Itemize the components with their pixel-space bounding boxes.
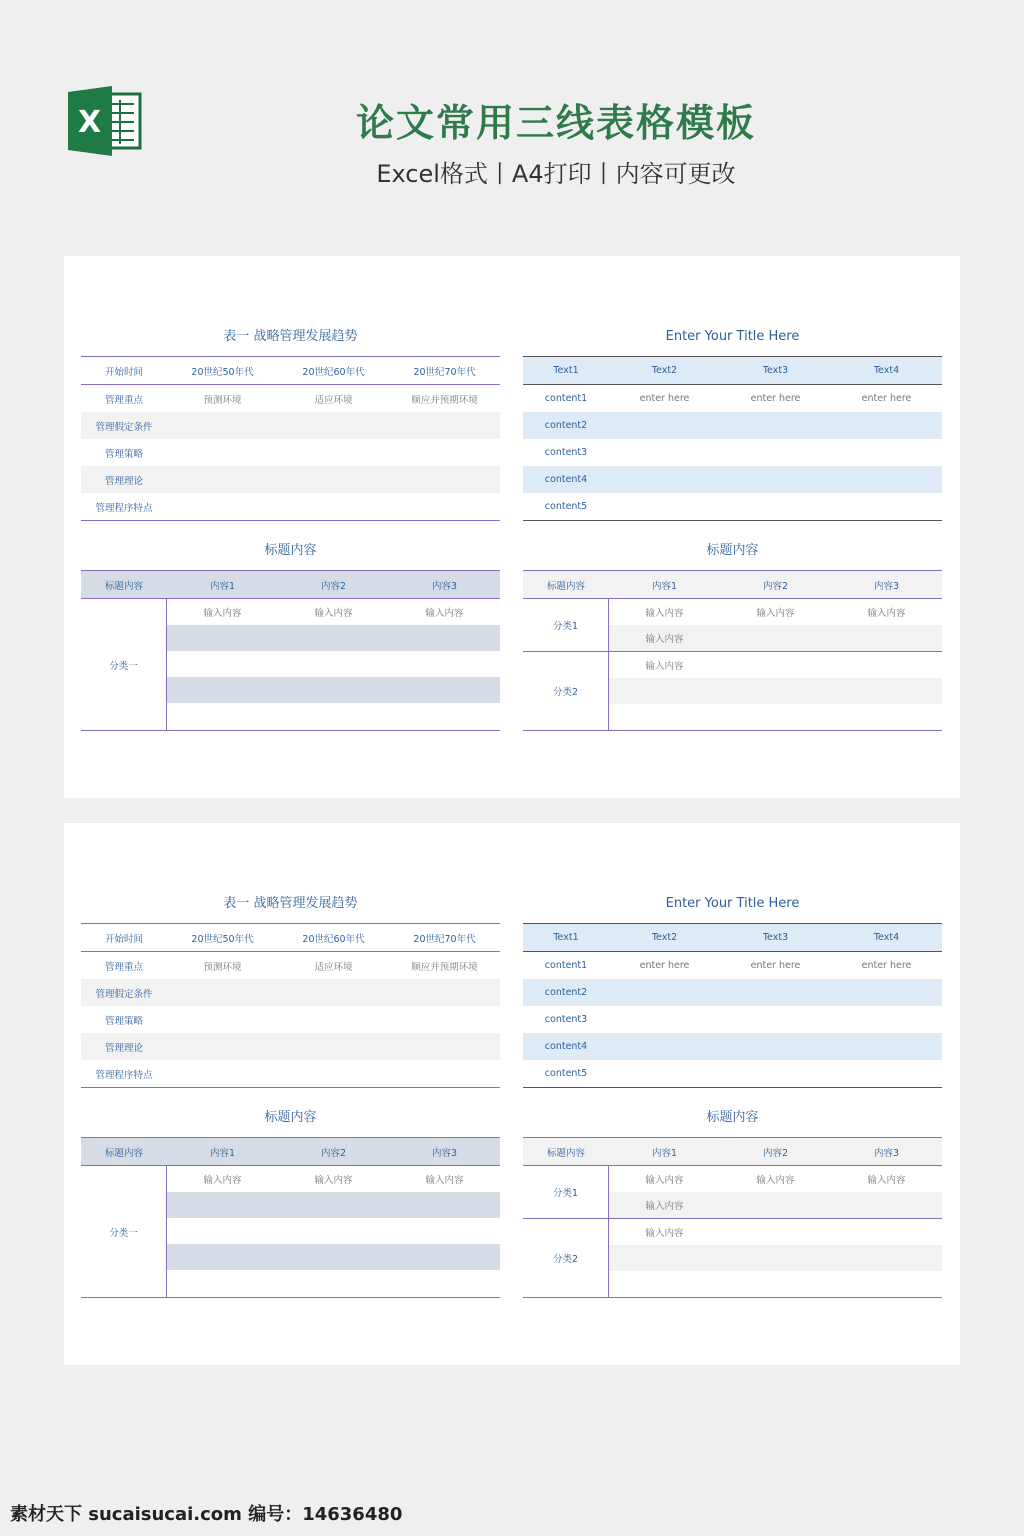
table-row [167, 1270, 500, 1296]
grouped-table-two [523, 1109, 942, 1298]
excel-logo-icon [68, 86, 142, 156]
table-row: 管理假定条件 [81, 979, 500, 1006]
strategy-table [81, 328, 500, 521]
table-row: 管理程序特点 [81, 493, 500, 521]
table-body [81, 599, 500, 731]
table-row: 输入内容 输入内容 输入内容 [645, 608, 906, 619]
table-row: 管理重点 预测环境 适应环境 顺应并预期环境 [104, 394, 478, 406]
table-row: 管理假定条件 [81, 412, 500, 439]
table-row: content1 enter here enter here enter here [544, 393, 912, 404]
table-header-row: 标题内容 内容1 内容2 内容3 [81, 1137, 500, 1166]
table-title: 标题内容 [264, 543, 317, 558]
watermark: 素材天下 sucaisucai.com 编号：14636480 [10, 1504, 403, 1525]
page-subtitle: Excel格式丨A4打印丨内容可更改 [376, 160, 736, 188]
table-row: content5 [523, 493, 942, 521]
table-row: 输入内容 输入内容 输入内容 [645, 1175, 906, 1186]
table-header-row: 开始时间 20世纪50年代 20世纪60年代 20世纪70年代 [81, 923, 500, 952]
table-row [609, 678, 942, 704]
table-row [609, 1271, 942, 1297]
table-row: content3 [544, 447, 588, 458]
table-row: 输入内容 [645, 661, 684, 672]
english-table [523, 328, 942, 521]
table-header-row: 标题内容 内容1 内容2 内容3 [523, 1137, 942, 1166]
page-title: 论文常用三线表格模板 [355, 101, 756, 145]
grouped-table-one [81, 542, 500, 731]
table-row: content4 [523, 1033, 942, 1060]
table-row [167, 1192, 500, 1218]
template-card-2 [64, 823, 960, 1365]
table-title: 标题内容 [706, 543, 759, 558]
table-row: content2 [523, 979, 942, 1006]
table-row: 输入内容 输入内容 输入内容 [203, 608, 464, 619]
table-row: content2 [523, 412, 942, 439]
table-title: 表一 战略管理发展趋势 [223, 329, 358, 344]
table-title: 标题内容 [706, 1110, 759, 1125]
category-label: 分类2 [523, 1218, 609, 1297]
table-row: 管理重点 预测环境 适应环境 顺应并预期环境 [104, 961, 478, 973]
table-header-row: 标题内容 内容1 内容2 内容3 [523, 570, 942, 599]
table-header-row: 标题内容 内容1 内容2 内容3 [81, 570, 500, 599]
table-row [167, 651, 500, 677]
category-label: 分类一 [81, 1166, 167, 1297]
table-row: 管理策略 [104, 1015, 143, 1027]
table-body [523, 599, 942, 731]
table-row [167, 625, 500, 651]
grouped-table-one [81, 1109, 500, 1298]
template-card-1 [64, 256, 960, 798]
svg-text:X: X [78, 105, 102, 140]
table-row [167, 1218, 500, 1244]
table-row: content3 [544, 1014, 588, 1025]
table-row: 输入内容 输入内容 输入内容 [203, 1175, 464, 1186]
table-row: content1 enter here enter here enter here [544, 960, 912, 971]
table-row [167, 703, 500, 729]
table-row [609, 1245, 942, 1271]
table-title: Enter Your Title Here [665, 329, 800, 344]
table-row: 管理策略 [104, 448, 143, 460]
table-row: 输入内容 [645, 1228, 684, 1239]
category-label: 分类一 [81, 599, 167, 730]
table-title: 表一 战略管理发展趋势 [223, 896, 358, 911]
grouped-table-two [523, 542, 942, 731]
category-label: 分类2 [523, 651, 609, 730]
table-row: 管理程序特点 [81, 1060, 500, 1088]
table-title: Enter Your Title Here [665, 896, 800, 911]
table-row: content4 [523, 466, 942, 493]
table-title: 标题内容 [264, 1110, 317, 1125]
english-table [523, 895, 942, 1088]
table-row [609, 704, 942, 730]
table-header-row: Text1 Text2 Text3 Text4 [523, 356, 942, 385]
table-row: 输入内容 [609, 1192, 942, 1218]
table-header-row: Text1 Text2 Text3 Text4 [523, 923, 942, 952]
table-body [81, 1166, 500, 1298]
category-label: 分类1 [523, 1166, 609, 1218]
strategy-table [81, 895, 500, 1088]
table-body [523, 1166, 942, 1298]
table-row: 输入内容 [609, 625, 942, 651]
table-row: content5 [523, 1060, 942, 1088]
table-row: 管理理论 [81, 466, 500, 493]
table-header-row: 开始时间 20世纪50年代 20世纪60年代 20世纪70年代 [81, 356, 500, 385]
table-row [167, 1244, 500, 1270]
category-label: 分类1 [523, 599, 609, 651]
table-row [167, 677, 500, 703]
table-row: 管理理论 [81, 1033, 500, 1060]
